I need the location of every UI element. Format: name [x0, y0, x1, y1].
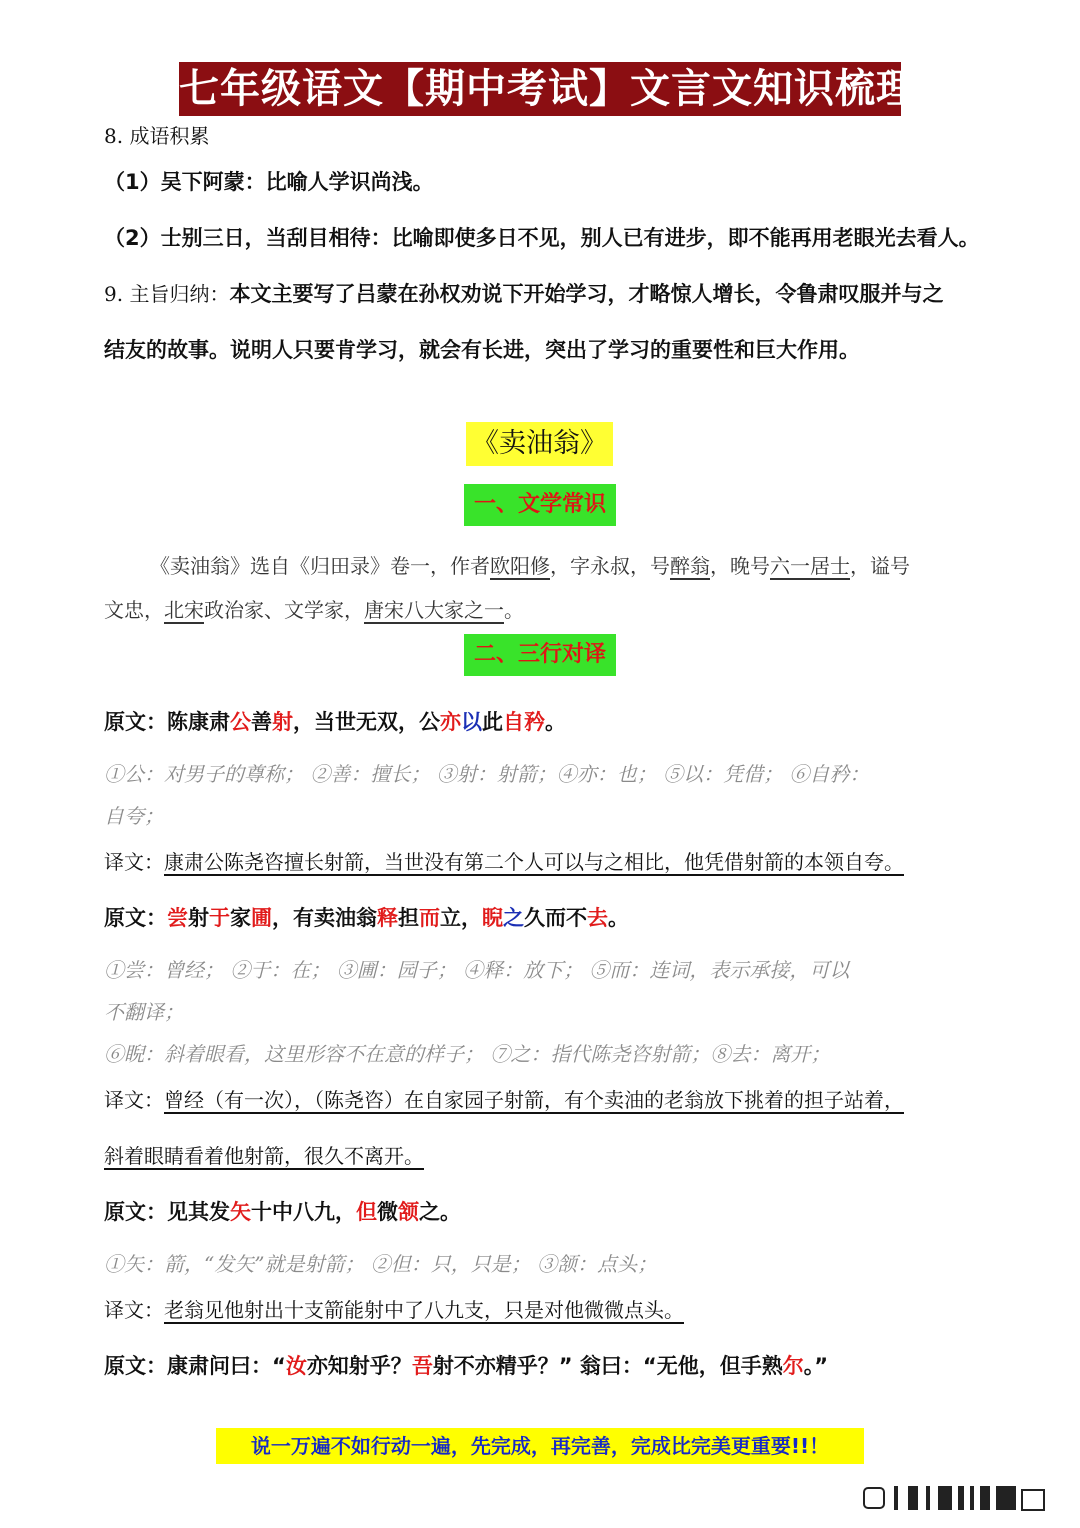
orig-keyword: 圃: [251, 906, 272, 930]
original-text-1: [104, 706, 566, 736]
page-title: 七年级语文【期中考试】文言文知识梳理: [179, 62, 901, 116]
translation-label: 译文：: [104, 1088, 164, 1112]
orig-keyword: 以: [461, 710, 482, 734]
orig-segment: 射: [188, 906, 209, 930]
orig-segment: 原文：见其发: [104, 1200, 230, 1224]
orig-segment: 此: [482, 710, 503, 734]
orig-segment: 善: [251, 710, 272, 734]
orig-segment: 。”: [803, 1354, 829, 1378]
orig-segment: 久而不: [524, 906, 587, 930]
gloss-1-line-1: ①公：对男子的尊称； ②善：擅长； ③射：射箭；④亦：也； ⑤以：凭借； ⑥自矜：: [104, 762, 870, 786]
essay-title: 《卖油翁》: [466, 422, 613, 466]
orig-segment: 担: [398, 906, 419, 930]
lit-text: 。: [504, 598, 524, 622]
theme-label: 9. 主旨归纳：: [104, 282, 230, 306]
orig-segment: 。: [545, 710, 566, 734]
idiom-heading: 8. 成语积累: [104, 124, 210, 148]
translation-text: 康肃公陈尧咨擅长射箭，当世没有第二个人可以与之相比，他凭借射箭的本领自夸。: [164, 850, 904, 874]
lit-text: ，字永叔，号: [550, 554, 670, 578]
footer-motto: 说一万遍不如行动一遍，先完成，再完善，完成比完美更重要!!！: [216, 1428, 864, 1464]
translation-2-line-1: [104, 1084, 904, 1113]
orig-segment: 十中八九，: [251, 1200, 356, 1224]
orig-keyword: 公: [230, 710, 251, 734]
lit-late-hao: 六一居士: [770, 554, 850, 578]
orig-keyword: 但: [356, 1200, 377, 1224]
translation-1: [104, 846, 904, 875]
lit-eight-masters: 唐宋八大家之一: [364, 598, 504, 622]
orig-segment: 之。: [419, 1200, 461, 1224]
translation-text: 曾经（有一次），（陈尧咨）在自家园子射箭，有个卖油的老翁放下挑着的担子站着，: [164, 1088, 904, 1112]
orig-segment: 微: [377, 1200, 398, 1224]
lit-text: 文忠，: [104, 598, 164, 622]
orig-keyword: 吾: [411, 1354, 433, 1378]
gloss-1-line-2: 自夸；: [104, 804, 164, 828]
orig-segment: 原文：陈康肃: [104, 710, 230, 734]
orig-keyword: 矢: [230, 1200, 251, 1224]
gloss-2-line-1: ①尝：曾经； ②于：在； ③圃：园子； ④释：放下； ⑤而：连词，表示承接，可以: [104, 958, 850, 982]
translation-label: 译文：: [104, 850, 164, 874]
original-text-4: [104, 1350, 828, 1380]
orig-keyword: 而: [419, 906, 440, 930]
section-heading-1: 一、文学常识: [464, 484, 616, 526]
orig-keyword: 之: [503, 906, 524, 930]
orig-keyword: 于: [209, 906, 230, 930]
orig-segment: 射不亦精乎？” 翁曰：“无他，但手熟: [432, 1354, 783, 1378]
lit-line-2: [104, 594, 524, 623]
orig-segment: 。: [608, 906, 629, 930]
original-text-2: [104, 902, 629, 932]
watermark-bars-icon: [858, 1484, 1058, 1512]
theme-text-1: 本文主要写了吕蒙在孙权劝说下开始学习，才略惊人增长，令鲁肃叹服并与之: [229, 282, 944, 306]
orig-keyword: 睨: [482, 906, 503, 930]
orig-segment: ，当世无双，公: [293, 710, 440, 734]
orig-keyword: 自矜: [503, 710, 545, 734]
lit-text: ，谥号: [850, 554, 910, 578]
lit-hao: 醉翁: [670, 554, 710, 578]
theme-line-1: [104, 278, 943, 308]
orig-segment: 亦知射乎？: [306, 1354, 412, 1378]
lit-text: 《卖油翁》选自《归田录》卷一，作者: [150, 554, 490, 578]
orig-segment: ，有卖油翁: [272, 906, 377, 930]
orig-keyword: 尝: [167, 906, 188, 930]
original-text-3: [104, 1196, 461, 1226]
translation-label: 译文：: [104, 1298, 164, 1322]
translation-2-line-2: 斜着眼睛看着他射箭，很久不离开。: [104, 1144, 424, 1168]
gloss-2-line-2: 不翻译；: [104, 1000, 184, 1024]
gloss-3: ①矢：箭，“发矢”就是射箭； ②但：只，只是； ③颔：点头；: [104, 1252, 658, 1276]
orig-keyword: 释: [377, 906, 398, 930]
orig-keyword: 颔: [398, 1200, 419, 1224]
orig-keyword: 射: [272, 710, 293, 734]
gloss-2-line-3: ⑥睨：斜着眼看，这里形容不在意的样子； ⑦之：指代陈尧咨射箭；⑧去：离开；: [104, 1042, 831, 1066]
orig-segment: 原文：康肃问曰：“: [104, 1354, 286, 1378]
translation-text: 老翁见他射出十支箭能射中了八九支，只是对他微微点头。: [164, 1298, 684, 1322]
orig-segment: 家: [230, 906, 251, 930]
translation-3: [104, 1294, 684, 1323]
orig-segment: 立，: [440, 906, 482, 930]
orig-keyword: 去: [587, 906, 608, 930]
orig-keyword: 尔: [782, 1354, 804, 1378]
lit-text: ，晚号: [710, 554, 770, 578]
lit-author: 欧阳修: [490, 554, 550, 578]
watermark-logo: [858, 1484, 1058, 1512]
lit-dynasty: 北宋: [164, 598, 204, 622]
lit-line-1: [150, 550, 910, 579]
idiom-item-2: （2）士别三日，当刮目相待：比喻即使多日不见，别人已有进步，即不能再用老眼光去看人。: [104, 226, 980, 250]
theme-line-2: 结友的故事。说明人只要肯学习，就会有长进，突出了学习的重要性和巨大作用。: [104, 338, 860, 362]
orig-segment: 原文：: [104, 906, 167, 930]
section-heading-2: 二、三行对译: [464, 634, 616, 676]
orig-keyword: 汝: [285, 1354, 307, 1378]
lit-text: 政治家、文学家，: [204, 598, 364, 622]
idiom-item-1: （1）吴下阿蒙：比喻人学识尚浅。: [104, 170, 434, 194]
orig-keyword: 亦: [440, 710, 461, 734]
